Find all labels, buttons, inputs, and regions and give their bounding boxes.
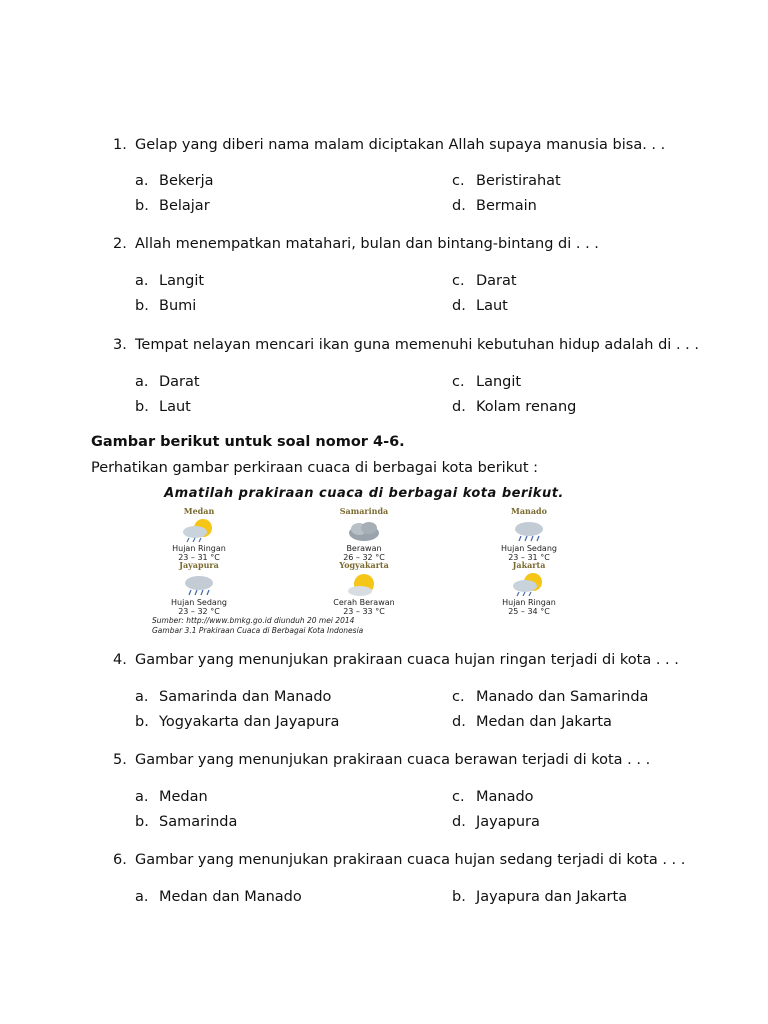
option-letter: a. — [135, 273, 149, 289]
question-number: 4. — [113, 652, 127, 668]
weather-forecast-figure — [124, 484, 604, 640]
option-text: Bumi — [159, 298, 197, 314]
condition-label: Hujan Sedang — [171, 598, 227, 607]
city-name: Samarinda — [339, 506, 389, 516]
condition-label: Hujan Ringan — [172, 544, 226, 553]
option-letter: d. — [452, 714, 466, 730]
option-4b[interactable] — [135, 713, 339, 731]
option-3b[interactable] — [135, 398, 191, 416]
option-text: Langit — [159, 273, 205, 289]
option-letter: b. — [135, 298, 149, 314]
option-3a[interactable] — [135, 373, 200, 391]
option-4d[interactable] — [452, 713, 612, 731]
rain-cloud-icon — [507, 518, 551, 544]
option-4a[interactable] — [135, 688, 331, 706]
temperature-label: 23 – 32 °C — [178, 607, 220, 616]
figure-caption: Gambar 3.1 Prakiraan Cuaca di Berbagai Kota Indonesia — [152, 626, 364, 635]
option-text: Jayapura dan Jakarta — [476, 889, 628, 905]
option-letter: c. — [452, 173, 465, 189]
sun-rain-icon — [507, 572, 551, 598]
option-2a[interactable] — [135, 272, 204, 290]
option-2c[interactable] — [452, 272, 517, 290]
question-text: Gelap yang diberi nama malam diciptakan Allah supaya manusia bisa. . . — [135, 137, 666, 153]
question-1 — [113, 136, 665, 154]
option-text: Belajar — [159, 198, 210, 214]
option-text: Beristirahat — [476, 173, 561, 189]
option-letter: d. — [452, 814, 466, 830]
option-letter: d. — [452, 298, 466, 314]
option-letter: d. — [452, 399, 466, 415]
city-name: Medan — [183, 506, 215, 516]
city-name: Jakarta — [512, 560, 546, 570]
option-2b[interactable] — [135, 297, 196, 315]
temperature-label: 26 – 32 °C — [343, 553, 385, 562]
question-number: 1. — [113, 137, 127, 153]
option-text: Medan — [159, 789, 208, 805]
city-name: Yogyakarta — [339, 560, 389, 570]
option-text: Medan dan Jakarta — [476, 714, 612, 730]
option-letter: b. — [452, 889, 466, 905]
option-1d[interactable] — [452, 197, 537, 215]
section-heading: Gambar berikut untuk soal nomor 4-6. — [91, 434, 405, 450]
question-number: 5. — [113, 752, 127, 768]
option-text: Jayapura — [476, 814, 540, 830]
city-name: Manado — [511, 506, 547, 516]
question-text: Gambar yang menunjukan prakiraan cuaca hujan sedang terjadi di kota . . . — [135, 852, 686, 868]
question-3 — [113, 336, 699, 354]
city-card-medan — [144, 506, 254, 562]
temperature-label: 23 – 31 °C — [178, 553, 220, 562]
temperature-label: 23 – 31 °C — [508, 553, 550, 562]
option-letter: c. — [452, 374, 465, 390]
city-card-manado — [474, 506, 584, 562]
option-text: Laut — [159, 399, 191, 415]
question-number: 6. — [113, 852, 127, 868]
option-letter: b. — [135, 399, 149, 415]
option-letter: a. — [135, 374, 149, 390]
condition-label: Berawan — [346, 544, 382, 553]
option-6b[interactable] — [452, 888, 627, 906]
option-letter: a. — [135, 173, 149, 189]
question-text: Gambar yang menunjukan prakiraan cuaca hujan ringan terjadi di kota . . . — [135, 652, 679, 668]
question-4 — [113, 651, 679, 669]
option-letter: b. — [135, 198, 149, 214]
question-text: Tempat nelayan mencari ikan guna memenuhi kebutuhan hidup adalah di . . . — [135, 337, 699, 353]
option-5d[interactable] — [452, 813, 540, 831]
option-1a[interactable] — [135, 172, 214, 190]
option-6a[interactable] — [135, 888, 302, 906]
option-text: Manado — [476, 789, 534, 805]
option-letter: c. — [452, 789, 465, 805]
option-text: Laut — [476, 298, 508, 314]
option-3d[interactable] — [452, 398, 576, 416]
option-3c[interactable] — [452, 373, 521, 391]
figure-title: Amatilah prakiraan cuaca di berbagai kota berikut. — [164, 486, 564, 501]
condition-label: Hujan Ringan — [502, 598, 556, 607]
option-letter: c. — [452, 273, 465, 289]
option-text: Kolam renang — [476, 399, 577, 415]
question-number: 3. — [113, 337, 127, 353]
temperature-label: 25 – 34 °C — [508, 607, 550, 616]
sun-cloud-icon — [342, 572, 386, 598]
figure-source: Sumber: http://www.bmkg.go.id diunduh 20 mei 2014 — [152, 616, 355, 625]
option-text: Darat — [159, 374, 200, 390]
condition-label: Cerah Berawan — [333, 598, 395, 607]
city-card-jayapura — [144, 560, 254, 616]
sun-rain-icon — [177, 518, 221, 544]
option-letter: c. — [452, 689, 465, 705]
question-2 — [113, 235, 599, 253]
option-text: Darat — [476, 273, 517, 289]
section-intro: Perhatikan gambar perkiraan cuaca di berbagai kota berikut : — [91, 460, 539, 476]
option-letter: d. — [452, 198, 466, 214]
question-text: Gambar yang menunjukan prakiraan cuaca berawan terjadi di kota . . . — [135, 752, 651, 768]
option-text: Bermain — [476, 198, 537, 214]
option-text: Langit — [476, 374, 522, 390]
option-text: Manado dan Samarinda — [476, 689, 649, 705]
option-text: Yogyakarta dan Jayapura — [159, 714, 340, 730]
option-letter: a. — [135, 789, 149, 805]
temperature-label: 23 – 33 °C — [343, 607, 385, 616]
option-letter: b. — [135, 814, 149, 830]
option-text: Samarinda dan Manado — [159, 689, 332, 705]
option-text: Bekerja — [159, 173, 214, 189]
option-letter: a. — [135, 889, 149, 905]
question-6 — [113, 851, 685, 869]
option-5c[interactable] — [452, 788, 534, 806]
option-letter: b. — [135, 714, 149, 730]
option-text: Samarinda — [159, 814, 238, 830]
option-letter: a. — [135, 689, 149, 705]
cloud-icon — [342, 518, 386, 544]
option-5b[interactable] — [135, 813, 237, 831]
question-text: Allah menempatkan matahari, bulan dan bintang-bintang di . . . — [135, 236, 599, 252]
option-1b[interactable] — [135, 197, 210, 215]
question-number: 2. — [113, 236, 127, 252]
city-card-jakarta — [474, 560, 584, 616]
option-5a[interactable] — [135, 788, 208, 806]
city-card-yogyakarta — [309, 560, 419, 616]
option-text: Medan dan Manado — [159, 889, 302, 905]
option-1c[interactable] — [452, 172, 561, 190]
option-2d[interactable] — [452, 297, 508, 315]
condition-label: Hujan Sedang — [501, 544, 557, 553]
question-5 — [113, 751, 650, 769]
city-name: Jayapura — [179, 560, 219, 570]
option-4c[interactable] — [452, 688, 648, 706]
rain-cloud-icon — [177, 572, 221, 598]
city-card-samarinda — [309, 506, 419, 562]
